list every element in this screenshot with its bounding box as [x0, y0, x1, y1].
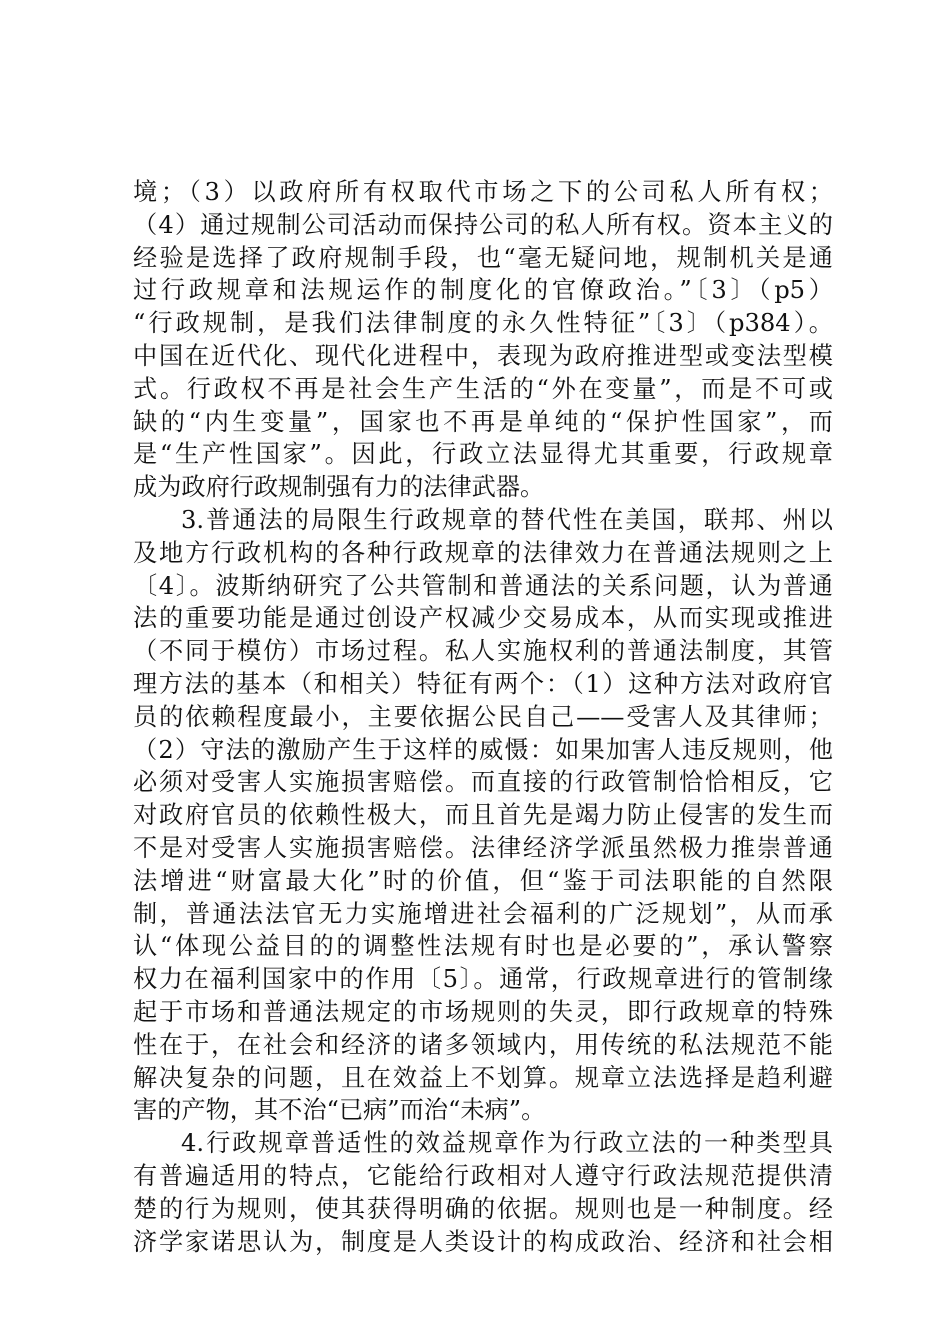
text-line: 楚的行为规则，使其获得明确的依据。规则也是一种制度。经: [133, 1194, 833, 1223]
text-line: 成为政府行政规制强有力的法律武器。: [133, 473, 545, 502]
text-line: （2）守法的激励产生于这样的威慑：如果加害人违反规则，他: [133, 735, 833, 764]
text-line: 是“生产性国家”。因此，行政立法显得尤其重要，行政规章: [133, 440, 833, 469]
text-line: 〔4〕。波斯纳研究了公共管制和普通法的关系问题，认为普通: [133, 571, 833, 600]
text-line: 员的依赖程度最小，主要依据公民自己——受害人及其律师；: [133, 702, 833, 731]
text-line: 对政府官员的依赖性极大，而且首先是竭力防止侵害的发生而: [133, 801, 833, 830]
text-line: 法增进“财富最大化”时的价值，但“鉴于司法职能的自然限: [133, 866, 833, 895]
paragraph-start-line: 4.行政规章普适性的效益规章作为行政立法的一种类型具: [181, 1129, 833, 1158]
text-line: 制，普通法法官无力实施增进社会福利的广泛规划”，从而承: [133, 899, 833, 928]
text-line: 解决复杂的问题，且在效益上不划算。规章立法选择是趋利避: [133, 1063, 833, 1092]
text-line: 性在于，在社会和经济的诸多领域内，用传统的私法规范不能: [133, 1030, 833, 1059]
text-line: （不同于模仿）市场过程。私人实施权利的普通法制度，其管: [133, 637, 833, 666]
text-line: 济学家诺思认为，制度是人类设计的构成政治、经济和社会相: [133, 1227, 833, 1256]
text-line: 过行政规章和法规运作的制度化的官僚政治。”〔3〕（p5）: [133, 276, 833, 305]
text-line: 认“体现公益目的的调整性法规有时也是必要的”，承认警察: [133, 932, 833, 961]
body-text: [133, 176, 833, 1258]
text-line: “行政规制，是我们法律制度的永久性特征”〔3〕（p384）。: [133, 309, 833, 338]
text-line: （4）通过规制公司活动而保持公司的私人所有权。资本主义的: [133, 210, 833, 239]
text-line: 式。行政权不再是社会生产生活的“外在变量”，而是不可或: [133, 374, 833, 403]
text-line: 及地方行政机构的各种行政规章的法律效力在普通法规则之上: [133, 538, 833, 567]
text-line: 有普遍适用的特点，它能给行政相对人遵守行政法规范提供清: [133, 1161, 833, 1190]
text-line: 境；（3）以政府所有权取代市场之下的公司私人所有权；: [133, 178, 833, 206]
text-line: 中国在近代化、现代化进程中，表现为政府推进型或变法型模: [133, 341, 833, 370]
text-line: 必须对受害人实施损害赔偿。而直接的行政管制恰恰相反，它: [133, 768, 833, 797]
text-line: 权力在福利国家中的作用〔5〕。通常，行政规章进行的管制缘: [133, 965, 833, 994]
text-line: 害的产物，其不治“已病”而治“未病”。: [133, 1096, 546, 1125]
text-line: 经验是选择了政府规制手段，也“毫无疑问地，规制机关是通: [133, 243, 833, 272]
paragraph-start-line: 3.普通法的局限生行政规章的替代性在美国，联邦、州以: [181, 505, 833, 534]
text-line: 不是对受害人实施损害赔偿。法律经济学派虽然极力推崇普通: [133, 833, 833, 862]
text-line: 缺的“内生变量”，国家也不再是单纯的“保护性国家”，而: [133, 407, 833, 436]
text-line: 理方法的基本（和相关）特征有两个：（1）这种方法对政府官: [133, 669, 833, 698]
text-line: 法的重要功能是通过创设产权减少交易成本，从而实现或推进: [133, 604, 833, 633]
text-line: 起于市场和普通法规定的市场规则的失灵，即行政规章的特殊: [133, 997, 833, 1026]
